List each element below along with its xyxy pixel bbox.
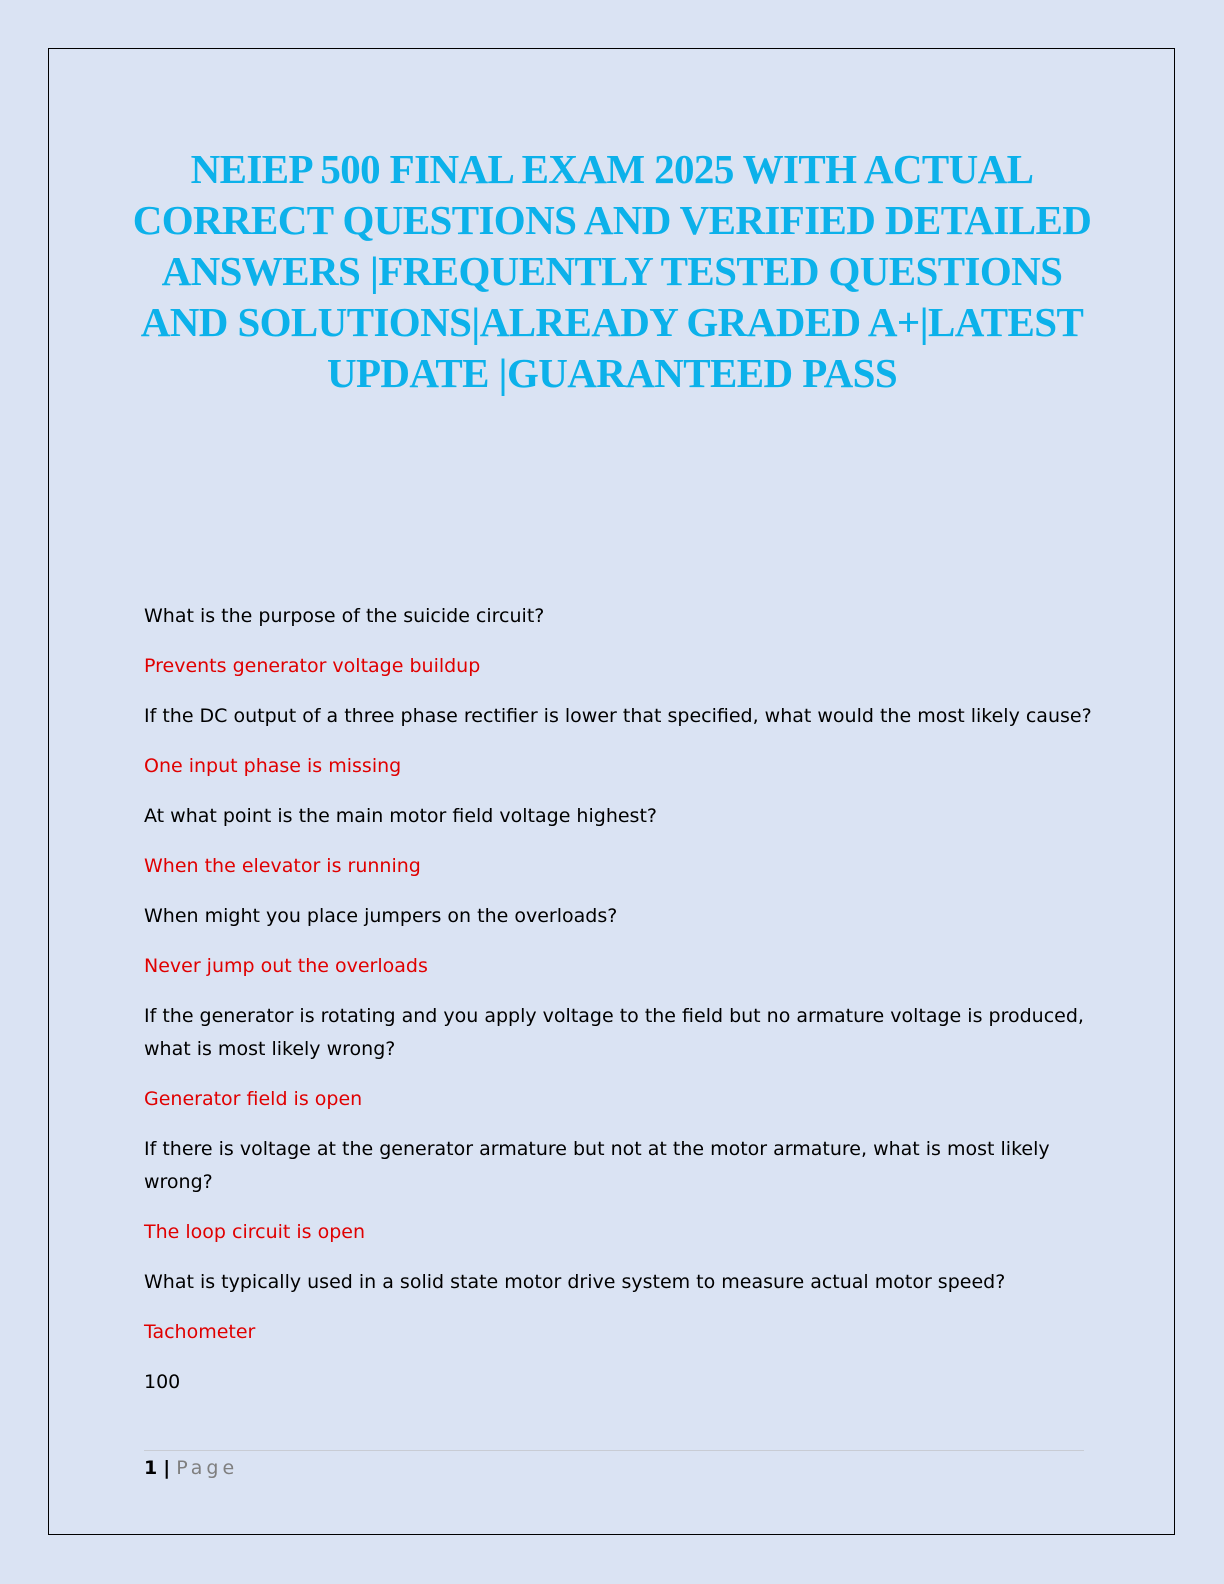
answer-4: Never jump out the overloads bbox=[144, 955, 428, 977]
answer-5: Generator field is open bbox=[144, 1088, 363, 1110]
answer-7: Tachometer bbox=[144, 1321, 256, 1343]
qa-list bbox=[144, 600, 1094, 1416]
answer-2: One input phase is missing bbox=[144, 755, 402, 777]
footer-separator: | bbox=[163, 1457, 171, 1479]
question-2: If the DC output of a three phase rectifier is lower that specified, what would the most likely cause? bbox=[144, 705, 1092, 727]
question-1: What is the purpose of the suicide circuit? bbox=[144, 605, 545, 627]
answer-3: When the elevator is running bbox=[144, 855, 421, 877]
answer-6: The loop circuit is open bbox=[144, 1221, 366, 1243]
question-6: If there is voltage at the generator armature but not at the motor armature, what is most likely wrong? bbox=[144, 1138, 1050, 1193]
question-7: What is typically used in a solid state motor drive system to measure actual motor speed? bbox=[144, 1271, 1006, 1293]
page-footer bbox=[144, 1453, 238, 1483]
answer-1: Prevents generator voltage buildup bbox=[144, 655, 481, 677]
document-title: NEIEP 500 FINAL EXAM 2025 WITH ACTUAL CORRECT QUESTIONS AND VERIFIED DETAILED ANSWERS |FREQUENTLY TESTED QUESTIONS AND SOLUTIONS|ALREADY GRADED A+|LATEST UPDATE |GUARANTEED PASS bbox=[132, 146, 1092, 396]
footer-divider bbox=[144, 1450, 1084, 1451]
question-3: At what point is the main motor field voltage highest? bbox=[144, 805, 657, 827]
question-4: When might you place jumpers on the overloads? bbox=[144, 905, 618, 927]
question-5: If the generator is rotating and you apply voltage to the field but no armature voltage is produced, what is most likely wrong? bbox=[144, 1005, 1084, 1060]
page-number: 1 bbox=[144, 1457, 158, 1479]
page-label: Page bbox=[176, 1457, 239, 1479]
trailing-text: 100 bbox=[144, 1371, 181, 1393]
